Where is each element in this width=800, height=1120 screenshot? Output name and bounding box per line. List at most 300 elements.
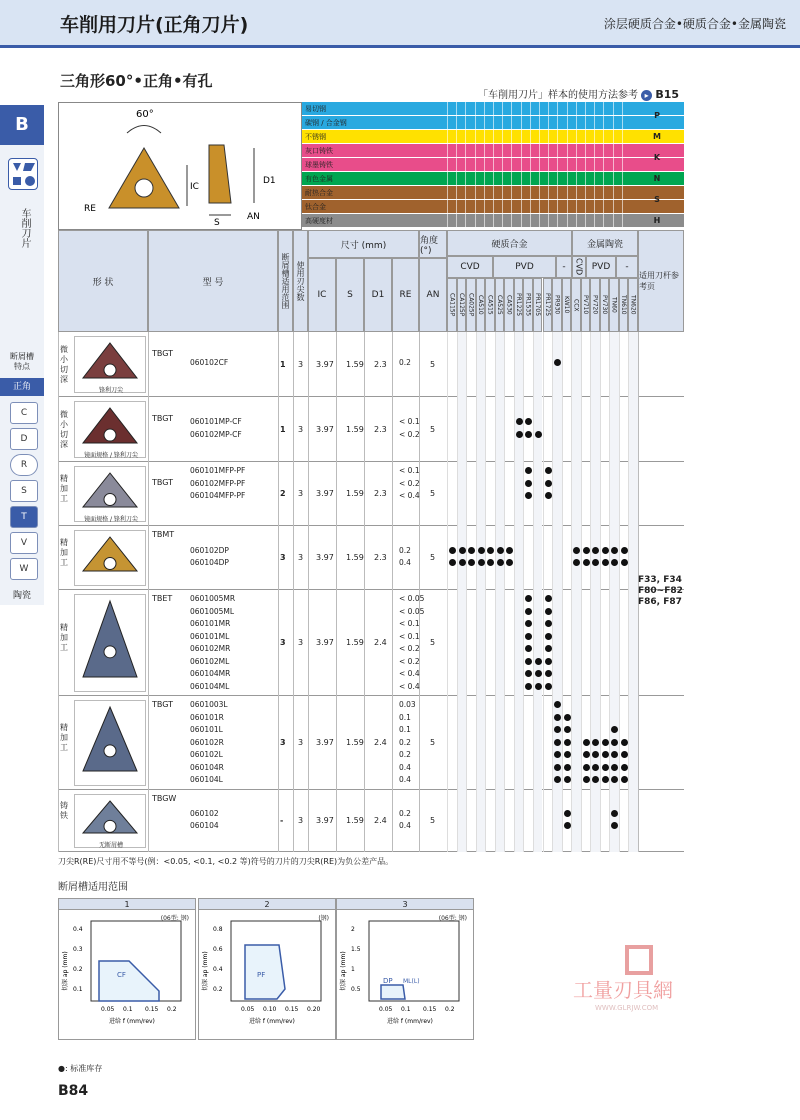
grade-subgroup: CVD — [572, 256, 586, 278]
y-tick: 0.2 — [73, 966, 83, 973]
section-letter-tab[interactable]: B — [0, 105, 44, 145]
value-edges: 3 — [298, 638, 304, 647]
material-name: 高硬度材 — [305, 217, 333, 225]
stock-dot — [525, 480, 532, 487]
stock-dot — [478, 547, 485, 554]
grade-column-bg — [609, 462, 619, 526]
iso-code: N — [653, 174, 661, 183]
stock-dot — [516, 418, 523, 425]
grade-column-bg — [495, 332, 505, 397]
grade-gridline — [548, 102, 549, 228]
insert-type: TBGT — [152, 478, 174, 487]
stock-dot — [525, 658, 532, 665]
value-s: 1.59 — [346, 638, 364, 647]
grade-column-bg — [485, 526, 495, 590]
value-ic: 3.97 — [316, 359, 334, 369]
stock-dot — [602, 751, 609, 758]
stock-dot — [554, 726, 561, 733]
y-tick: 2 — [351, 926, 355, 933]
grade-column-bg — [619, 590, 629, 696]
re-value: < 0.1 — [399, 619, 420, 628]
grade-name: PV710 — [581, 278, 591, 332]
re-value: < 0.4 — [399, 681, 420, 691]
row-divider — [308, 590, 309, 696]
re-value: 0.2 — [399, 737, 411, 747]
model-number[interactable]: 060104MFP-PF — [190, 491, 246, 500]
grade-gridline — [530, 102, 531, 228]
stock-dot — [583, 776, 590, 783]
svg-text:工量刃具網: 工量刃具網 — [573, 978, 673, 1002]
value-ic: 3.97 — [316, 489, 334, 498]
grade-column-bg — [533, 462, 543, 526]
stock-dot — [545, 620, 552, 627]
grade-subgroup: CVD — [447, 256, 493, 278]
col-dim-re: RE — [392, 258, 419, 332]
stock-dot — [573, 547, 580, 554]
value-ic: 3.97 — [316, 816, 334, 825]
model-number[interactable]: 060102MR — [190, 644, 231, 653]
sidebar-item-ceramic[interactable] — [0, 588, 44, 601]
sidebar-item-s[interactable]: S — [10, 480, 38, 502]
grade-column-bg — [562, 462, 572, 526]
iso-code: S — [654, 195, 660, 204]
model-number[interactable]: 060102R — [190, 737, 224, 747]
stock-dot — [592, 547, 599, 554]
row-divider — [364, 462, 365, 526]
grade-column-bg — [571, 790, 581, 852]
re-value: < 0.2 — [399, 656, 420, 666]
insert-caption: 锋利刀尖 — [98, 387, 123, 394]
grade-column-bg — [514, 790, 524, 852]
ref-page[interactable]: F86, F87 — [638, 597, 682, 607]
re-value: 0.2 — [399, 808, 411, 818]
row-divider — [392, 462, 393, 526]
iso-code: K — [653, 153, 661, 162]
sidebar-item-d[interactable]: D — [10, 428, 38, 450]
grade-column-bg — [609, 590, 619, 696]
grade-column-bg — [581, 590, 591, 696]
grade-name: TN620 — [628, 278, 638, 332]
value-edges: 3 — [298, 489, 304, 498]
col-angle: 角度(°) — [419, 230, 447, 258]
model-number[interactable]: 060102DP — [190, 545, 229, 555]
re-value: 0.03 — [399, 700, 416, 709]
insert-photo — [74, 530, 146, 586]
row-divider — [638, 462, 639, 526]
model-number[interactable]: 060102MFP-PF — [190, 478, 246, 488]
grade-column-bg — [466, 332, 476, 397]
row-category: 微小切深 — [60, 344, 68, 384]
insert-diagram — [58, 102, 302, 230]
stock-dot — [468, 547, 475, 554]
stock-dot — [545, 492, 552, 499]
material-name: 易切钢 — [305, 105, 326, 113]
row-divider — [308, 462, 309, 526]
x-tick: 0.20 — [307, 1006, 321, 1013]
grade-name: TN60 — [609, 278, 619, 332]
row-divider — [148, 526, 149, 590]
value-ic: 3.97 — [316, 738, 334, 747]
material-name: 碳钢 / 合金钢 — [305, 119, 347, 127]
row-divider — [308, 397, 309, 462]
stock-dot — [535, 670, 542, 677]
grade-column-bg — [619, 397, 629, 462]
row-divider — [364, 696, 365, 790]
grade-column-bg — [466, 526, 476, 590]
x-tick: 0.15 — [145, 1006, 159, 1013]
an-label: AN — [247, 212, 260, 222]
insert-photo — [74, 594, 146, 692]
range-plot — [337, 911, 475, 1041]
grade-name: PR1225 — [514, 278, 524, 332]
model-number[interactable]: 060102CF — [190, 358, 229, 368]
range-region — [99, 961, 159, 1001]
stock-dot — [621, 776, 628, 783]
grade-column-bg — [543, 526, 553, 590]
insert-type: TBGT — [152, 413, 174, 423]
row-divider — [308, 790, 309, 852]
model-number[interactable]: 060102L — [190, 750, 223, 759]
row-divider — [336, 332, 337, 397]
row-divider — [148, 462, 149, 526]
sidebar-item-chipbreaker[interactable] — [0, 352, 44, 372]
model-number[interactable]: 060101MFP-PF — [190, 466, 246, 475]
model-number[interactable]: 060104DP — [190, 558, 229, 567]
grade-column-bg — [543, 332, 553, 397]
value-s: 1.59 — [346, 424, 364, 434]
x-tick: 0.15 — [285, 1006, 299, 1013]
sidebar-item-label: 正角 — [12, 382, 31, 392]
grade-name: TN610 — [619, 278, 629, 332]
footnote: 刀尖R(RE)尺寸用不等号(例：<0.05, <0.1, <0.2 等)符号的刀片的刀尖R(RE)为负公差产品。 — [58, 857, 394, 866]
x-tick: 0.2 — [167, 1006, 177, 1013]
grade-column-bg — [562, 332, 572, 397]
grade-column-bg — [619, 332, 629, 397]
stock-dot — [545, 608, 552, 615]
grade-column-bg — [543, 397, 553, 462]
grade-name: CA025P — [466, 278, 476, 332]
stock-dot — [535, 683, 542, 690]
d1-label: D1 — [263, 176, 276, 186]
grade-name: PV730 — [600, 278, 610, 332]
grade-gridline — [465, 102, 466, 228]
ref-page[interactable]: F80~F82 — [638, 586, 683, 596]
row-divider — [278, 590, 279, 696]
row-divider — [419, 790, 420, 852]
grade-column-bg — [457, 696, 467, 790]
grade-name: CA525 — [495, 278, 505, 332]
grade-column-bg — [590, 590, 600, 696]
stock-dot — [621, 751, 628, 758]
row-divider — [148, 332, 149, 397]
sidebar-item-t[interactable]: T — [10, 506, 38, 528]
y-axis-label: 切深 ap (mm) — [202, 951, 209, 991]
value-range: 2 — [280, 489, 286, 498]
stock-dot — [497, 559, 504, 566]
value-an: 5 — [430, 816, 436, 825]
material-name: 耐热合金 — [305, 189, 333, 197]
insert-type: TBMT — [152, 530, 175, 539]
model-number[interactable]: 0601003L — [190, 700, 228, 709]
re-value: < 0.1 — [399, 466, 420, 475]
chart-note: (06型: 钢) — [160, 915, 189, 922]
col-holder-ref: 适用刀杆参考页 — [638, 230, 684, 332]
model-number[interactable]: 060101L — [190, 725, 223, 734]
stock-dot — [592, 764, 599, 771]
stock-dot — [564, 822, 571, 829]
table-row — [58, 526, 684, 590]
col-dims: 尺寸 (mm) — [308, 230, 419, 258]
row-divider — [638, 332, 639, 397]
x-axis-label: 进给 f (mm/rev) — [387, 1018, 433, 1025]
grade-column-bg — [609, 397, 619, 462]
stock-dot — [554, 701, 561, 708]
re-value: < 0.4 — [399, 491, 420, 500]
model-number[interactable]: 060102MP-CF — [190, 429, 242, 439]
value-s: 1.59 — [346, 553, 364, 562]
row-divider — [58, 526, 59, 590]
grade-column-bg — [476, 462, 486, 526]
grade-column-bg — [628, 397, 638, 462]
grade-column-bg — [447, 526, 457, 590]
insert-shapes-icon — [8, 158, 38, 190]
model-number[interactable]: 0601005ML — [190, 606, 235, 616]
row-category: 精加工 — [60, 623, 68, 652]
re-value: < 0.05 — [399, 606, 425, 616]
row-divider — [638, 696, 639, 790]
grade-column-bg — [543, 696, 553, 790]
re-value: < 0.05 — [399, 594, 425, 603]
re-value: < 0.2 — [399, 429, 420, 439]
grade-column-bg — [552, 590, 562, 696]
grade-column-bg — [533, 397, 543, 462]
grade-column-bg — [485, 590, 495, 696]
stock-dot — [449, 547, 456, 554]
row-divider — [148, 590, 149, 696]
sidebar-item-c[interactable]: C — [10, 402, 38, 424]
row-divider — [364, 397, 365, 462]
grade-column-bg — [590, 462, 600, 526]
grade-column-bg — [495, 590, 505, 696]
stock-dot — [611, 764, 618, 771]
row-divider — [58, 696, 59, 790]
row-divider — [293, 526, 294, 590]
grade-column-bg — [600, 526, 610, 590]
model-number[interactable]: 060102 — [190, 808, 219, 818]
grade-column-bg — [485, 790, 495, 852]
table-row — [58, 462, 684, 526]
grade-column-bg — [571, 332, 581, 397]
grade-column-bg — [504, 526, 514, 590]
reference-page[interactable]: B15 — [655, 88, 680, 101]
value-s: 1.59 — [346, 359, 364, 369]
row-divider — [336, 397, 337, 462]
insert-photo — [74, 700, 146, 786]
model-number[interactable]: 060104L — [190, 775, 223, 784]
value-an: 5 — [430, 553, 436, 562]
table-row — [58, 590, 684, 696]
grade-column-bg — [590, 397, 600, 462]
grade-column-bg — [533, 790, 543, 852]
y-tick: 0.1 — [73, 986, 83, 993]
stock-dot — [459, 559, 466, 566]
sidebar-item-w[interactable]: W — [10, 558, 38, 580]
stock-dot — [516, 431, 523, 438]
stock-dot — [554, 739, 561, 746]
grade-subgroup: - — [616, 256, 638, 278]
chart-note: (06型: 钢) — [438, 915, 467, 922]
value-edges: 3 — [298, 816, 304, 825]
row-category: 精加工 — [60, 723, 68, 752]
stock-dot — [602, 739, 609, 746]
grade-column-bg — [562, 526, 572, 590]
grade-column-bg — [485, 696, 495, 790]
grade-column-bg — [466, 696, 476, 790]
grade-column-bg — [628, 696, 638, 790]
grade-column-bg — [476, 696, 486, 790]
row-divider — [392, 397, 393, 462]
row-divider — [364, 790, 365, 852]
grade-column-bg — [552, 526, 562, 590]
legend: ●: 标准库存 — [58, 1064, 103, 1073]
model-number[interactable]: 060104R — [190, 762, 224, 772]
iso-code: P — [654, 111, 660, 120]
grade-column-bg — [628, 790, 638, 852]
y-axis-label: 切深 ap (mm) — [340, 951, 347, 991]
sidebar-item-v[interactable]: V — [10, 532, 38, 554]
row-divider — [58, 790, 59, 852]
range-region — [381, 985, 405, 999]
stock-dot — [621, 764, 628, 771]
material-table — [302, 102, 684, 230]
material-name: 有色金属 — [305, 175, 333, 183]
model-number[interactable]: 060104ML — [190, 681, 230, 691]
grade-name: CA115P — [447, 278, 457, 332]
value-edges: 3 — [298, 359, 304, 369]
value-d1: 2.4 — [374, 638, 387, 647]
grade-column-bg — [600, 332, 610, 397]
insert-caption: 无断屑槽 — [98, 842, 123, 849]
region-label: DP — [383, 977, 393, 985]
grade-column-bg — [562, 590, 572, 696]
row-divider — [278, 397, 279, 462]
page-number: B84 — [58, 1083, 89, 1099]
re-value: 0.1 — [399, 725, 411, 734]
grade-name: CA125P — [457, 278, 467, 332]
grade-column-bg — [504, 462, 514, 526]
row-divider — [308, 696, 309, 790]
value-s: 1.59 — [346, 489, 364, 498]
stock-dot — [478, 559, 485, 566]
value-d1: 2.4 — [374, 738, 387, 747]
value-an: 5 — [430, 489, 436, 498]
model-number[interactable]: 060101MP-CF — [190, 417, 242, 426]
grade-gridline — [594, 102, 595, 228]
y-tick: 1 — [351, 966, 355, 973]
grade-name: PR1705 — [533, 278, 543, 332]
grade-column-bg — [447, 332, 457, 397]
value-d1: 2.3 — [374, 359, 387, 369]
row-divider — [419, 696, 420, 790]
grade-column-bg — [457, 332, 467, 397]
page-subtitle: 涂层硬质合金•硬质合金•金属陶瓷 — [603, 17, 786, 31]
row-divider — [392, 332, 393, 397]
grade-column-bg — [514, 397, 524, 462]
model-number[interactable]: 060104 — [190, 821, 219, 830]
grade-name: PR930 — [552, 278, 562, 332]
insert-caption: 镜面规格 / 锋利刀尖 — [84, 452, 138, 459]
chipbreaker-range-chart — [198, 898, 336, 1040]
x-tick: 0.05 — [101, 1006, 115, 1013]
table-row — [58, 397, 684, 462]
row-divider — [58, 462, 59, 526]
model-number[interactable]: 060102ML — [190, 656, 230, 666]
col-shape: 形 状 — [58, 230, 148, 332]
grade-column-bg — [457, 397, 467, 462]
grade-column-bg — [514, 590, 524, 696]
row-divider — [392, 696, 393, 790]
y-tick: 0.8 — [213, 926, 223, 933]
row-divider — [392, 790, 393, 852]
model-number[interactable]: 060104MR — [190, 669, 231, 678]
value-range: 3 — [280, 738, 286, 747]
svg-text:WWW.GLRJW.COM: WWW.GLRJW.COM — [595, 1004, 659, 1012]
model-number[interactable]: 0601005MR — [190, 594, 236, 603]
row-divider — [392, 526, 393, 590]
page-title: 车削用刀片(正角刀片) — [60, 14, 249, 36]
stock-dot — [602, 764, 609, 771]
re-value: < 0.1 — [399, 417, 420, 426]
stock-dot — [602, 559, 609, 566]
value-range: 1 — [280, 424, 286, 434]
grade-column-bg — [590, 790, 600, 852]
y-tick: 0.2 — [213, 986, 223, 993]
stock-dot — [564, 726, 571, 733]
row-divider — [293, 462, 294, 526]
grade-column-bg — [571, 462, 581, 526]
ref-page[interactable]: F33, F34 — [638, 575, 682, 585]
value-range: 1 — [280, 359, 286, 369]
value-s: 1.59 — [346, 738, 364, 747]
grade-gridline — [511, 102, 512, 228]
model-number[interactable]: 060101MR — [190, 619, 231, 628]
model-number[interactable]: 060101R — [190, 712, 224, 722]
sidebar-item-r[interactable]: R — [10, 454, 38, 476]
y-tick: 0.4 — [73, 926, 83, 933]
grade-name: PV720 — [590, 278, 600, 332]
col-dim-an: AN — [419, 258, 447, 332]
grade-column-bg — [457, 790, 467, 852]
grade-column-bg — [543, 590, 553, 696]
stock-dot — [564, 810, 571, 817]
grade-column-bg — [600, 462, 610, 526]
row-divider — [336, 696, 337, 790]
sidebar-item-positive[interactable] — [0, 378, 44, 396]
grade-column-bg — [600, 590, 610, 696]
grade-column-bg — [447, 397, 457, 462]
grade-column-bg — [581, 332, 591, 397]
row-divider — [392, 590, 393, 696]
grade-column-bg — [533, 332, 543, 397]
y-tick: 0.3 — [73, 946, 83, 953]
grade-subgroup: - — [556, 256, 572, 278]
row-divider — [364, 590, 365, 696]
grade-subgroup: PVD — [493, 256, 556, 278]
grade-column-bg — [523, 332, 533, 397]
arrow-right-icon: ▸ — [641, 90, 652, 101]
region-label: ML(L) — [403, 978, 420, 985]
model-number[interactable]: 060101ML — [190, 631, 230, 641]
